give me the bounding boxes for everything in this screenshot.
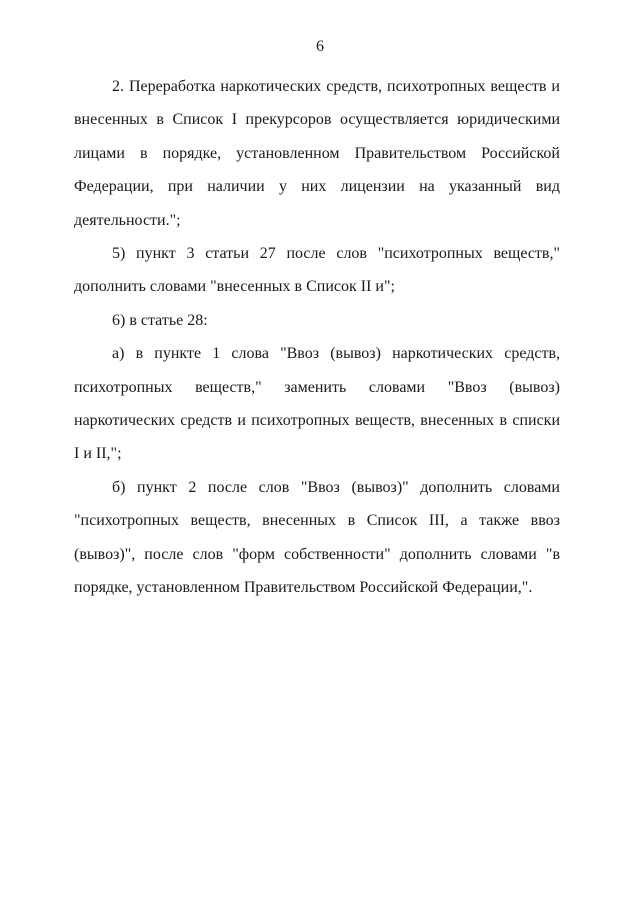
page-number: 6 [316,38,324,55]
paragraph-subitem-b: б) пункт 2 после слов "Ввоз (вывоз)" дополнить словами "психотропных веществ, внесенных в Список III, а также ввоз (вывоз)", после слов "форм собственности" дополнить словами "в порядке, установленном Правительством Российской Федерации,". [74,478,560,597]
document-body [74,70,560,605]
paragraph-item-5: 5) пункт 3 статьи 27 после слов "психотропных веществ," дополнить словами "внесенных в Список II и"; [74,245,560,296]
paragraph-item-6: 6) в статье 28: [112,311,208,329]
paragraph-processing-licensing: 2. Переработка наркотических средств, психотропных веществ и внесенных в Список I прекурсоров осуществляется юридическими лицами в порядке, установленном Правительством Российской Федерации, при наличии у них лицензии на указанный вид деятельности."; [74,78,560,229]
paragraph-subitem-a: а) в пункте 1 слова "Ввоз (вывоз) наркотических средств, психотропных веществ," заменить словами "Ввоз (вывоз) наркотических средств и психотропных веществ, внесенных в списки I и II,"; [74,345,560,463]
